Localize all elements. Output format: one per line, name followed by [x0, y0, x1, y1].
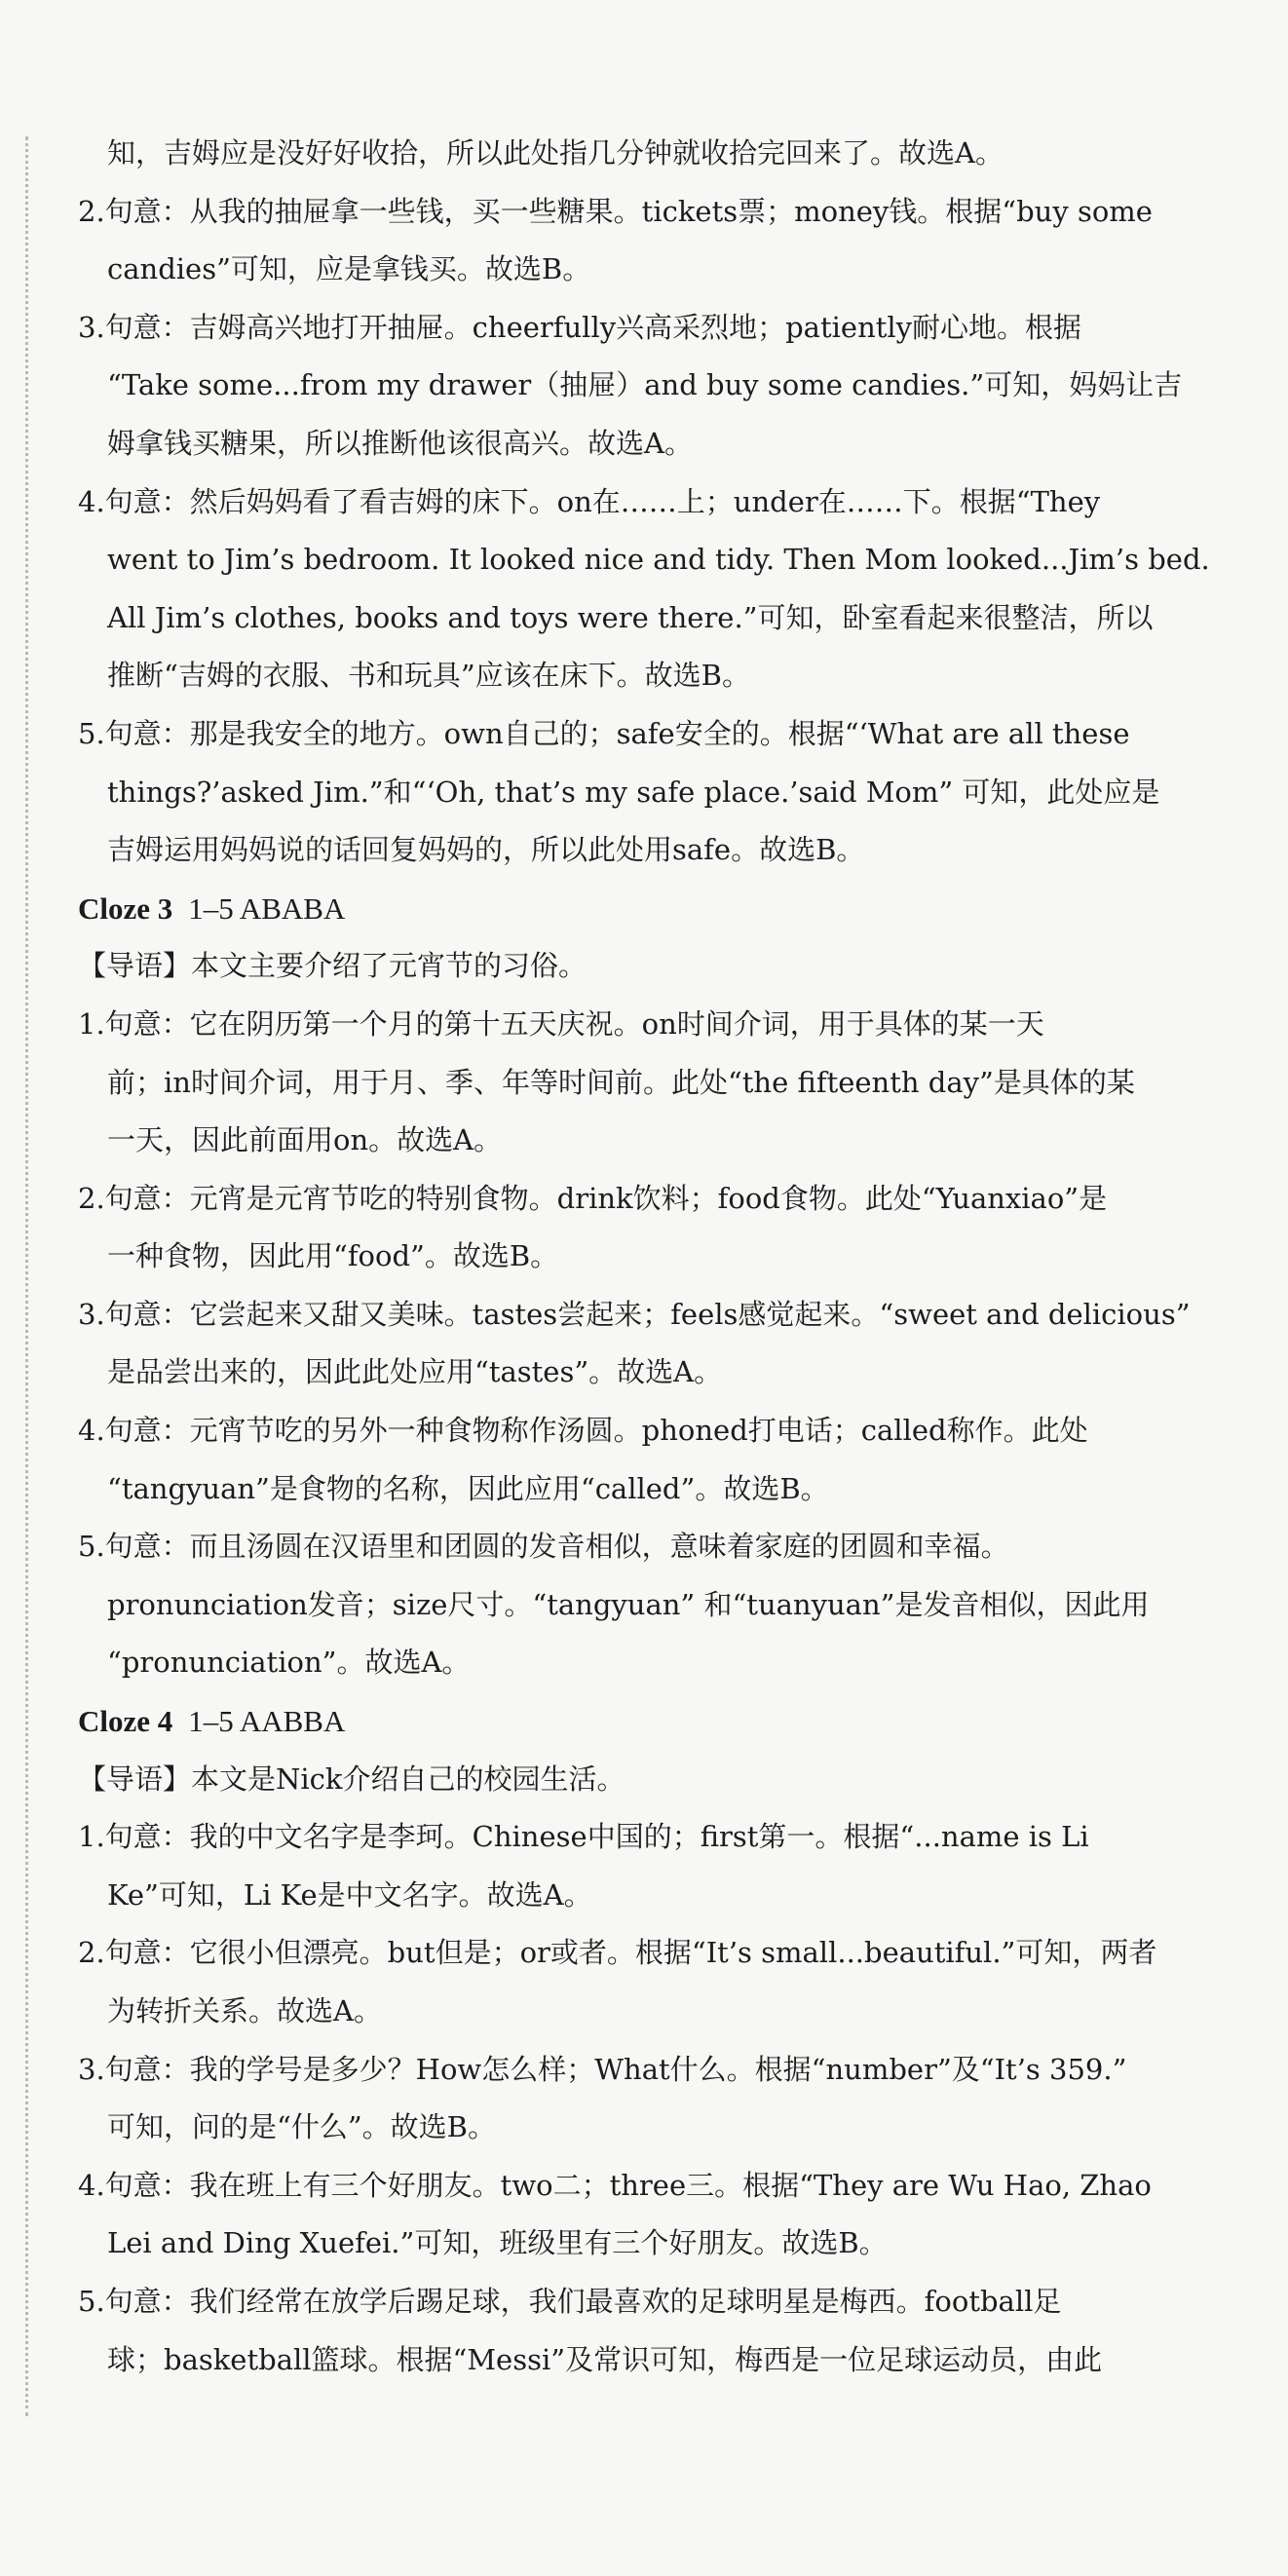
- section-title: Cloze 4: [78, 1704, 173, 1739]
- text-line: 4.句意：然后妈妈看了看吉姆的床下。on在……上；under在……下。根据“They: [78, 484, 1101, 518]
- binding-edge-dots: [25, 136, 28, 2416]
- text-line: 5.句意：我们经常在放学后踢足球，我们最喜欢的足球明星是梅西。football足: [78, 2284, 1062, 2318]
- text-line: 【导语】本文主要介绍了元宵节的习俗。: [78, 949, 587, 983]
- text-line-continued: candies”可知，应是拿钱买。故选B。: [107, 252, 591, 286]
- answer-page: [78, 125, 1257, 2389]
- text-line-continued: things?’asked Jim.”和“‘Oh, that’s my safe place.’said Mom” 可知，此处应是: [107, 775, 1160, 809]
- text-line-continued: “tangyuan”是食物的名称，因此应用“called”。故选B。: [107, 1471, 829, 1505]
- text-line-continued: 推断“吉姆的衣服、书和玩具”应该在床下。故选B。: [107, 659, 750, 693]
- text-line-continued: Lei and Ding Xuefei.”可知，班级里有三个好朋友。故选B。: [107, 2226, 888, 2260]
- text-line-continued: pronunciation发音；size尺寸。“tangyuan” 和“tuanyuan”是发音相似，因此用: [107, 1587, 1150, 1621]
- text-line: 2.句意：从我的抽屉拿一些钱，买一些糖果。tickets票；money钱。根据“buy some: [78, 194, 1153, 228]
- text-line: 1.句意：我的中文名字是李珂。Chinese中国的；first第一。根据“...name is Li: [78, 1820, 1089, 1854]
- text-line: 3.句意：它尝起来又甜又美味。tastes尝起来；feels感觉起来。“sweet and delicious”: [78, 1297, 1191, 1331]
- text-line: 【导语】本文是Nick介绍自己的校园生活。: [78, 1762, 625, 1796]
- section-heading: [78, 1692, 1257, 1751]
- text-line: 5.句意：而且汤圆在汉语里和团圆的发音相似，意味着家庭的团圆和幸福。: [78, 1530, 1009, 1564]
- text-line: 5.句意：那是我安全的地方。own自己的；safe安全的。根据“‘What are all these: [78, 716, 1130, 750]
- text-line-continued: “pronunciation”。故选A。: [107, 1646, 471, 1680]
- answer-key: 1–5 ABABA: [188, 890, 346, 926]
- text-line-continued: 为转折关系。故选A。: [107, 1994, 382, 2027]
- text-line-continued: 球；basketball篮球。根据“Messi”及常识可知，梅西是一位足球运动员，由此: [107, 2342, 1103, 2376]
- text-line-continued: 一天，因此前面用on。故选A。: [107, 1123, 503, 1157]
- text-line: 2.句意：它很小但漂亮。but但是；or或者。根据“It’s small...beautiful.”可知，两者: [78, 1936, 1157, 1970]
- text-line-continued: Ke”可知，Li Ke是中文名字。故选A。: [107, 1877, 592, 1912]
- text-line-continued: 姆拿钱买糖果，所以推断他该很高兴。故选A。: [107, 426, 693, 460]
- text-line-continued: All Jim’s clothes, books and toys were there.”可知，卧室看起来很整洁，所以: [107, 600, 1154, 634]
- text-line-continued: 可知，问的是“什么”。故选B。: [107, 2110, 496, 2144]
- answer-key: 1–5 AABBA: [188, 1704, 346, 1739]
- text-line-continued: 吉姆运用妈妈说的话回复妈妈的，所以此处用safe。故选B。: [107, 833, 865, 867]
- text-line-continued: “Take some...from my drawer（抽屉）and buy some candies.”可知，妈妈让吉: [107, 368, 1183, 402]
- section-heading: [78, 880, 1257, 938]
- text-line-continued: went to Jim’s bedroom. It looked nice and tidy. Then Mom looked...Jim’s bed.: [107, 543, 1210, 577]
- text-line: 4.句意：我在班上有三个好朋友。two二；three三。根据“They are Wu Hao, Zhao: [78, 2168, 1152, 2202]
- text-line: 1.句意：它在阴历第一个月的第十五天庆祝。on时间介词，用于具体的某一天: [78, 1006, 1044, 1041]
- text-line-continued: 一种食物，因此用“food”。故选B。: [107, 1239, 559, 1273]
- text-line-continued: 知，吉姆应是没好好收拾，所以此处指几分钟就收拾完回来了。故选A。: [107, 136, 1004, 170]
- text-line: 4.句意：元宵节吃的另外一种食物称作汤圆。phoned打电话；called称作。此处: [78, 1414, 1088, 1448]
- section-title: Cloze 3: [78, 890, 173, 926]
- text-line-continued: 前；in时间介词，用于月、季、年等时间前。此处“the fifteenth day”是具体的某: [107, 1065, 1135, 1099]
- text-line: 3.句意：我的学号是多少？How怎么样；What什么。根据“number”及“It’s 359.”: [78, 2052, 1127, 2086]
- text-line: 2.句意：元宵是元宵节吃的特别食物。drink饮料；food食物。此处“Yuanxiao”是: [78, 1181, 1108, 1215]
- text-line: 3.句意：吉姆高兴地打开抽屉。cheerfully兴高采烈地；patiently耐心地。根据: [78, 310, 1082, 344]
- text-line-continued: 是品尝出来的，因此此处应用“tastes”。故选A。: [107, 1355, 723, 1389]
